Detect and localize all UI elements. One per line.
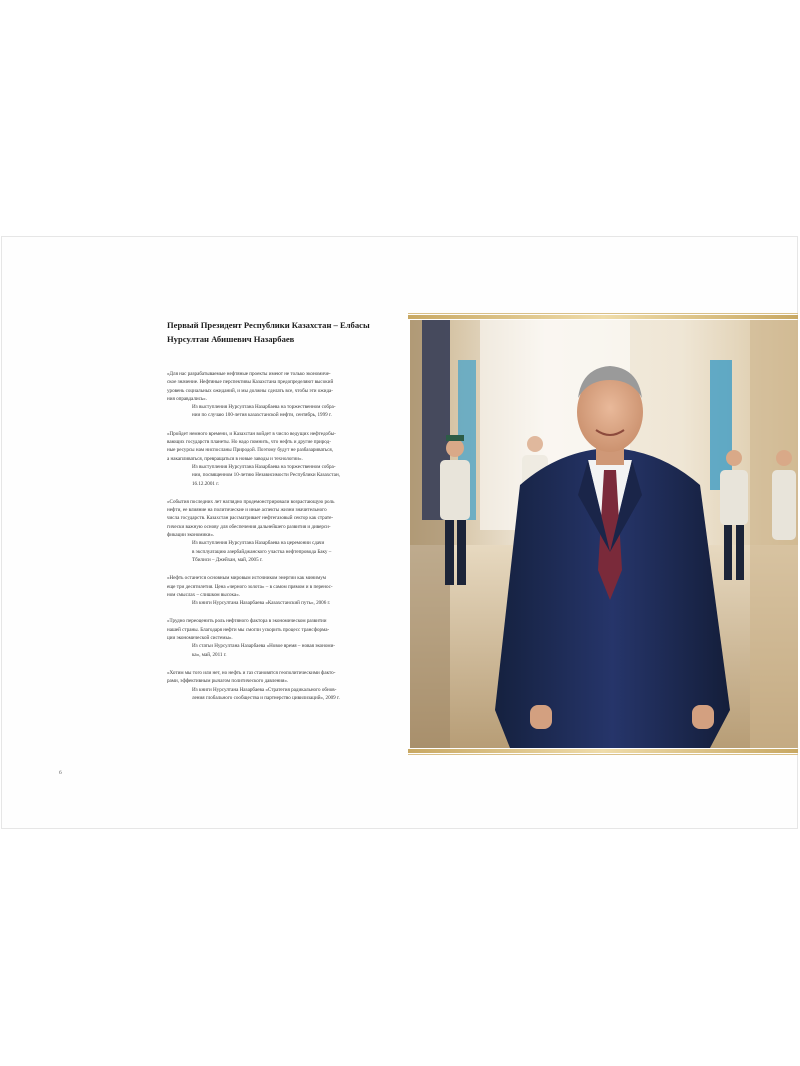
quote-source-line: 16.12.2001 г.	[192, 480, 219, 487]
quote-line: гически важную основу для обеспечения дальнейшего развития и диверси-	[167, 523, 331, 530]
quote-line: ном смыслах – слишком высока».	[167, 591, 241, 598]
heading-line-1: Первый Президент Республики Казахстан – Елбасы	[167, 320, 370, 330]
quote-line: числа государств. Казахстан рассматривает нефтегазовый сектор как страте-	[167, 515, 334, 522]
quote-source-line: Тбилиси – Джейхан, май, 2005 г.	[192, 556, 263, 563]
quote-line: вающих государств планеты. Но надо помнить, что нефть и другие природ-	[167, 439, 331, 446]
quote-source-line: Из книги Нурсултана Назарбаева «Казахстанский путь», 2006 г.	[192, 600, 331, 607]
quote-source-line: в эксплуатацию азербайджанского участка нефтепровода Баку –	[192, 548, 332, 555]
quote-line: ные ресурсы нам ниспосланы Природой. Поэтому будут не разбазариваться,	[167, 447, 334, 454]
quote-line: рами, эффективным рычагом политического давления».	[167, 678, 289, 685]
quote-source-line: Из книги Нурсултана Назарбаева «Стратегия радикального обнов-	[192, 686, 337, 693]
quote-block	[167, 498, 377, 564]
quote-line: ции экономической системы».	[167, 635, 233, 642]
quote-block	[167, 370, 377, 420]
quote-line: «Нефть останется основным мировым источником энергии как минимум	[167, 575, 326, 582]
gold-band-bottom	[408, 749, 798, 753]
page-number: 6	[59, 770, 62, 776]
quote-source-line: нии по случаю 100-летия казахстанской нефти, сентябрь, 1999 г.	[192, 412, 332, 419]
quote-source-line: Из выступления Нурсултана Назарбаева на церемонии сдачи	[192, 540, 325, 547]
quote-source-line: Из статьи Нурсултана Назарбаева «Новое время – новая экономи-	[192, 643, 335, 650]
quote-block	[167, 430, 377, 488]
quote-line: «События последних лет наглядно продемонстрировали возрастающую роль	[167, 498, 335, 505]
heading-line-2: Нурсултан Абишевич Назарбаев	[167, 334, 295, 344]
quote-line: нашей страны. Благодаря нефти мы смогли ускорить процесс трансформа-	[167, 626, 330, 633]
quote-line: ния оправдались».	[167, 395, 207, 402]
quote-line: «Хотим мы того или нет, но нефть и газ становятся геополитическими факто-	[167, 669, 336, 676]
president-photo	[410, 320, 798, 748]
quote-source-line: нии, посвященном 10-летию Независимости Республики Казахстан,	[192, 472, 340, 479]
quote-block	[167, 669, 377, 702]
quote-block	[167, 617, 377, 658]
quote-source-line: Из выступления Нурсултана Назарбаева на торжественном собра-	[192, 463, 336, 470]
page-heading	[167, 318, 397, 346]
quotes-column	[167, 370, 377, 712]
quote-source-line: ка», май, 2011 г.	[192, 651, 227, 658]
quote-line: «Для нас разрабатываемые нефтяные проекты имеют не только экономиче-	[167, 371, 331, 377]
quote-line: а накапливаться, превращаться в новые заводы и технологии».	[167, 455, 303, 462]
quote-line: уровень социальных ожиданий, и мы должны сделать все, чтобы эти ожида-	[167, 387, 334, 394]
quote-source-line: ления глобального сообщества и партнерство цивилизаций», 2009 г.	[192, 694, 340, 701]
quote-line: нефти, ее влияние на политические и иные аспекты жизни значительного	[167, 507, 327, 514]
quote-line: «Пройдет немного времени, и Казахстан войдет в число ведущих нефтедобы-	[167, 430, 336, 437]
quote-source-line: Из выступления Нурсултана Назарбаева на торжественном собра-	[192, 404, 336, 411]
quote-line: еще три десятилетия. Цена «черного золота» – в самом прямом и в перенос-	[167, 583, 333, 590]
quote-line: «Трудно переоценить роль нефтяного фактора в экономическом развитии	[167, 618, 327, 625]
gold-band-top	[408, 315, 798, 319]
quote-block	[167, 574, 377, 607]
quote-line: фикации экономики».	[167, 532, 215, 539]
quote-line: ское значение. Нефтяные перспективы Казахстана предопределяют высокий	[167, 379, 334, 386]
